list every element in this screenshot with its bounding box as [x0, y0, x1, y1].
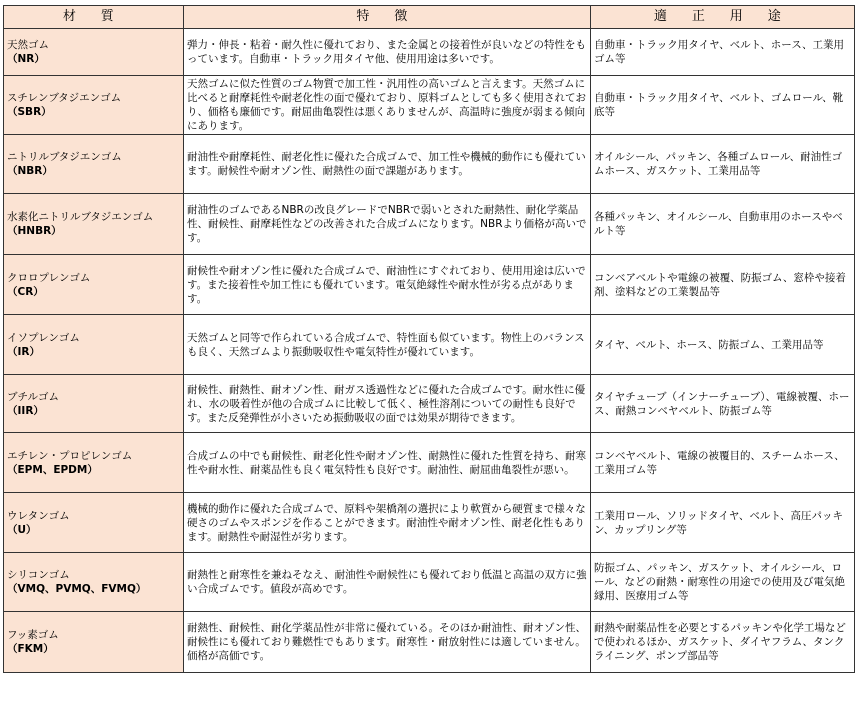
- material-code: （EPM、EPDM）: [7, 463, 98, 476]
- features-cell: 機械的動作に優れた合成ゴムで、原料や架橋剤の選択により軟質から硬質まで様々な硬さのゴムやスポンジを作ることができます。耐油性や耐オゾン性、耐老化性もあります。耐熱性や耐湿性が劣ります。: [184, 493, 591, 553]
- uses-cell: タイヤチューブ（インナーチューブ）、電線被覆、ホース、耐熱コンベヤベルト、防振ゴム等: [591, 375, 855, 433]
- table-row: [4, 135, 855, 194]
- material-name: スチレンブタジエンゴム: [7, 92, 122, 104]
- table-header-row: [4, 6, 855, 29]
- table-row: [4, 433, 855, 493]
- uses-cell: コンベヤベルト、電線の被覆目的、スチームホース、工業用ゴム等: [591, 433, 855, 493]
- material-code: （IR）: [7, 345, 40, 358]
- uses-cell: 自動車・トラック用タイヤ、ベルト、ゴムロール、靴底等: [591, 76, 855, 135]
- material-name: 天然ゴム: [7, 39, 49, 51]
- uses-cell: 各種パッキン、オイルシール、自動車用のホースやベルト等: [591, 194, 855, 255]
- header-material: 材 質: [4, 6, 184, 29]
- material-cell: [4, 194, 184, 255]
- table-row: [4, 76, 855, 135]
- material-code: （HNBR）: [7, 225, 62, 237]
- features-cell: 天然ゴムに似た性質のゴム物質で加工性・汎用性の高いゴムと言えます。天然ゴムに比べると耐摩耗性や耐老化性の面で優れており、原料ゴムとしても多く使用されており、価格も廉価です。耐屈曲亀裂性は悪くありませんが、高温時に強度が弱まる傾向にあります。: [184, 76, 591, 135]
- uses-cell: オイルシール、パッキン、各種ゴムロール、耐油性ゴムホース、ガスケット、工業用品等: [591, 135, 855, 194]
- features-cell: 耐油性や耐摩耗性、耐老化性に優れた合成ゴムで、加工性や機械的動作にも優れています。耐候性や耐オゾン性、耐熱性の面で課題があります。: [184, 135, 591, 194]
- features-cell: 天然ゴムと同等で作られている合成ゴムで、特性面も似ています。物性上のバランスも良く、天然ゴムより振動吸収性や電気特性が優れています。: [184, 315, 591, 375]
- rubber-materials-table: [3, 5, 855, 673]
- uses-cell: 防振ゴム、パッキン、ガスケット、オイルシール、ロール、などの耐熱・耐寒性の用途での使用及び電気絶縁用、医療用ゴム等: [591, 553, 855, 612]
- material-code: （NBR）: [7, 165, 53, 177]
- material-cell: [4, 76, 184, 135]
- table-row: [4, 612, 855, 673]
- header-uses: 適 正 用 途: [591, 6, 855, 29]
- features-cell: 弾力・伸長・粘着・耐久性に優れており、また金属との接着性が良いなどの特性をもっています。自動車・トラック用タイヤ他、使用用途は多いです。: [184, 29, 591, 76]
- features-cell: 耐候性や耐オゾン性に優れた合成ゴムで、耐油性にすぐれており、使用用途は広いです。また接着性や加工性にも優れています。電気絶縁性や耐水性が劣る点があります。: [184, 255, 591, 315]
- table-row: [4, 29, 855, 76]
- material-cell: [4, 493, 184, 553]
- uses-cell: 耐熱や耐薬品性を必要とするパッキンや化学工場などで使われるほか、ガスケット、ダイヤフラム、タンクライニング、ポンプ部品等: [591, 612, 855, 673]
- material-name: 水素化ニトリルブタジエンゴム: [7, 211, 154, 223]
- material-code: （U）: [7, 523, 37, 536]
- material-cell: [4, 612, 184, 673]
- material-cell: [4, 553, 184, 612]
- table-row: [4, 315, 855, 375]
- material-code: （NR）: [7, 53, 45, 65]
- table-row: [4, 553, 855, 612]
- material-code: （SBR）: [7, 106, 52, 118]
- features-cell: 耐熱性と耐寒性を兼ねそなえ、耐油性や耐候性にも優れており低温と高温の双方に強い合成ゴムです。値段が高めです。: [184, 553, 591, 612]
- features-cell: 合成ゴムの中でも耐候性、耐老化性や耐オゾン性、耐熱性に優れた性質を持ち、耐寒性や耐水性、耐薬品性も良く電気特性も良好です。耐油性、耐屈曲亀裂性が悪い。: [184, 433, 591, 493]
- material-cell: [4, 433, 184, 493]
- material-name: ニトリルブタジエンゴム: [7, 151, 122, 163]
- table-row: [4, 493, 855, 553]
- material-cell: [4, 255, 184, 315]
- features-cell: 耐候性、耐熱性、耐オゾン性、耐ガス透過性などに優れた合成ゴムです。耐水性に優れ、水の吸着性が他の合成ゴムに比較して低く、極性溶剤についての耐性も良好です。また反発弾性が小さいため振動吸収の面では効果が期待できます。: [184, 375, 591, 433]
- material-name: シリコンゴム: [7, 569, 70, 581]
- material-code: （IIR）: [7, 404, 44, 417]
- features-cell: 耐油性のゴムであるNBRの改良グレードでNBRで弱いとされた耐熱性、耐化学薬品性、耐候性、耐摩耗性などの改善された合成ゴムになります。NBRより価格が高いです。: [184, 194, 591, 255]
- material-code: （CR）: [7, 285, 44, 298]
- uses-cell: 工業用ロール、ソリッドタイヤ、ベルト、高圧パッキン、カップリング等: [591, 493, 855, 553]
- material-name: ウレタンゴム: [7, 509, 70, 522]
- material-cell: [4, 135, 184, 194]
- material-name: フッ素ゴム: [7, 629, 59, 641]
- header-features: 特 徴: [184, 6, 591, 29]
- material-name: クロロプレンゴム: [7, 271, 91, 284]
- material-name: イソプレンゴム: [7, 331, 80, 344]
- material-cell: [4, 375, 184, 433]
- uses-cell: 自動車・トラック用タイヤ、ベルト、ホース、工業用ゴム等: [591, 29, 855, 76]
- material-cell: [4, 29, 184, 76]
- table-row: [4, 375, 855, 433]
- uses-cell: タイヤ、ベルト、ホース、防振ゴム、工業用品等: [591, 315, 855, 375]
- material-cell: [4, 315, 184, 375]
- material-name: エチレン・プロピレンゴム: [7, 449, 133, 462]
- material-code: （FKM）: [7, 643, 54, 655]
- uses-cell: コンベアベルトや電線の被覆、防振ゴム、窓枠や接着剤、塗料などの工業製品等: [591, 255, 855, 315]
- material-code: （VMQ、PVMQ、FVMQ）: [7, 583, 147, 595]
- table-row: [4, 255, 855, 315]
- material-name: ブチルゴム: [7, 390, 59, 403]
- features-cell: 耐熱性、耐候性、耐化学薬品性が非常に優れている。そのほか耐油性、耐オゾン性、耐候性にも優れており難燃性でもあります。耐寒性・耐放射性には適していません。価格が高価です。: [184, 612, 591, 673]
- table-row: [4, 194, 855, 255]
